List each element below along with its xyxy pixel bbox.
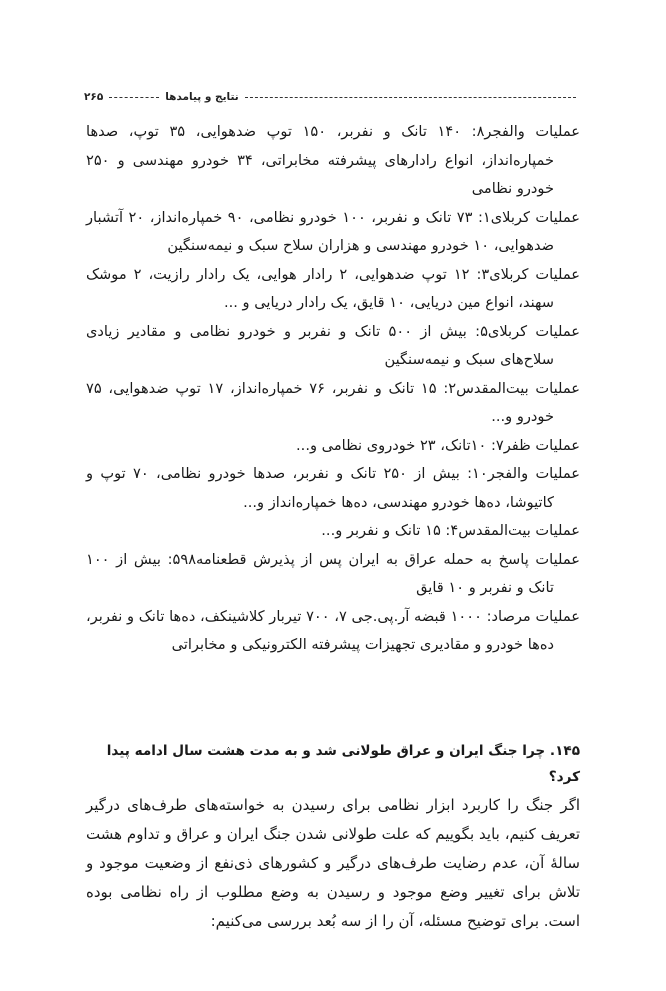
operation-item: عملیات کربلای۳: ۱۲ توپ ضدهوایی، ۲ رادار هوایی، یک رادار رازیت، ۲ موشک سهند، انواع مین دریایی، ۱۰ قایق، یک رادار دریایی و ... — [86, 265, 580, 311]
answer-paragraph: اگر جنگ را کاربرد ابزار نظامی برای رسیدن به خواسته‌های طرف‌های درگیر تعریف کنیم، باید بگوییم که علت طولانی شدن جنگ ایران و عراق و تداوم هشت سالهٔ آن، عدم رضایت طرف‌های درگیر و کشورهای ذی‌نفع از وضعیت موجود و تلاش برای تغییر وضع موجود و رسیدن به وضع مطلوب از راه نظامی بوده است. برای توضیح مسئله، آن را از سه بُعد بررسی می‌کنیم: — [86, 796, 580, 930]
operation-item: عملیات مرصاد: ۱۰۰۰ قبضه آر.پی.جی ۷، ۷۰۰ تیربار کلاشینکف، ده‌ها تانک و نفربر، ده‌ها خودرو و مقادیری تجهیزات پیشرفته الکترونیکی و مخابراتی — [86, 607, 581, 653]
operation-item: عملیات والفجر۱۰: بیش از ۲۵۰ تانک و نفربر، صدها خودرو نظامی، ۷۰ توپ و کاتیوشا، ده‌ها خودرو مهندسی، ده‌ها خمپاره‌انداز و... — [86, 465, 581, 511]
operation-item: عملیات والفجر۸: ۱۴۰ تانک و نفربر، ۱۵۰ توپ ضدهوایی، ۳۵ توپ، صدها خمپاره‌انداز، انواع رادارهای پیشرفته مخابراتی، ۳۴ خودرو مهندسی و ۲۵۰ خودرو نظامی — [86, 123, 580, 197]
running-head-title: نتایج و پیامدها — [165, 91, 239, 103]
question-heading: ۱۴۵. چرا جنگ ایران و عراق طولانی شد و به مدت هشت سال ادامه پیدا کرد؟ — [106, 743, 580, 785]
operation-item: عملیات کربلای۱: ۷۳ تانک و نفربر، ۱۰۰ خودرو نظامی، ۹۰ خمپاره‌انداز، ۲۰ آتشبار ضدهوایی، ۱۰ خودرو مهندسی و هزاران سلاح سبک و نیمه‌سنگین — [86, 208, 580, 254]
operation-item: عملیات پاسخ به حمله عراق به ایران پس از پذیرش قطعنامه۵۹۸: بیش از ۱۰۰ تانک و نفربر و ۱۰ قایق — [86, 550, 580, 596]
operation-item: عملیات بیت‌المقدس۲: ۱۵ تانک و نفربر، ۷۶ خمپاره‌انداز، ۱۷ توپ ضدهوایی، ۷۵ خودرو و... — [86, 379, 580, 425]
operation-item: عملیات کربلای۵: بیش از ۵۰۰ تانک و نفربر و خودرو نظامی و مقادیر زیادی سلاح‌های سبک و نیمه‌سنگین — [86, 322, 580, 368]
running-head — [84, 88, 582, 106]
header-rule-left — [109, 97, 159, 98]
question-section — [86, 738, 580, 936]
operation-item: عملیات بیت‌المقدس۴: ۱۵ تانک و نفربر و... — [321, 522, 580, 539]
header-rule-right — [245, 97, 576, 98]
page-number: ۲۶۵ — [84, 91, 104, 103]
operations-list — [86, 118, 580, 660]
operation-item: عملیات ظفر۷: ۱۰تانک، ۲۳ خودروی نظامی و... — [296, 436, 580, 454]
